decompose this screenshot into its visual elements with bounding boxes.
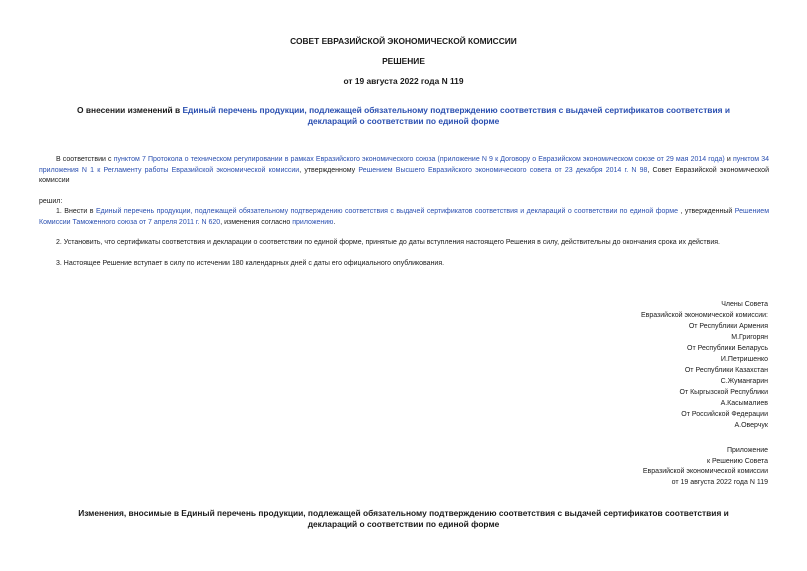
unified-list-link[interactable]: Единый перечень продукции, подлежащей обязательному подтверждению соответствия с выдачей сертификатов соответствия и деклараций о соответствии по единой форме xyxy=(95,208,678,215)
appendix-ref-line: от 19 августа 2022 года N 119 xyxy=(671,478,768,486)
signature-line: От Кыргызской Республики xyxy=(679,389,768,396)
signature-line: От Республики Беларусь xyxy=(687,345,768,352)
appendix-link[interactable]: приложению xyxy=(292,218,334,226)
signature-line: М.Григорян xyxy=(731,334,768,341)
item-1 xyxy=(39,207,769,228)
doc-title xyxy=(0,105,807,127)
signature-line: От Республики Казахстан xyxy=(684,367,768,374)
appendix-title-line1: Изменения, вносимые в Единый перечень продукции, подлежащей обязательному подтверждению соответствия с выдачей сертификатов соответствия и xyxy=(78,508,729,518)
signature-line: От Российской Федерации xyxy=(681,411,768,418)
signature-line: Евразийской экономической комиссии: xyxy=(640,312,768,319)
customs-union-decision-link[interactable]: Решением Комиссии Таможенного союза от 7 апреля 2011 г. N 620 xyxy=(39,208,770,226)
item-1-text-2: , утвержденный xyxy=(677,208,735,215)
protocol-link[interactable]: пунктом 7 Протокола о техническом регулировании в рамках Евразийского экономического союза (приложение N 9 к Договору о Евразийском экономическом союзе от 29 мая 2014 года) xyxy=(113,156,725,163)
appendix-ref-line: Евразийской экономической комиссии xyxy=(642,468,768,475)
council-heading: СОВЕТ ЕВРАЗИЙСКОЙ ЭКОНОМИЧЕСКОЙ КОМИССИИ xyxy=(290,36,517,46)
signature-line: Члены Совета xyxy=(721,301,768,308)
title-link[interactable]: Единый перечень продукции, подлежащей обязательному подтверждению соответствия с выдачей сертификатов соответствия и xyxy=(182,105,730,115)
supreme-council-decision-link[interactable]: Решением Высшего Евразийского экономического совета от 23 декабря 2014 г. N 98 xyxy=(358,166,648,174)
signature-line: От Республики Армения xyxy=(688,323,768,330)
item-1-text-4: . xyxy=(333,218,336,226)
signature-line: А.Оверчук xyxy=(734,422,768,429)
signature-block xyxy=(641,299,768,431)
decided-label: решил: xyxy=(39,198,63,205)
signature-line: С.Жумангарин xyxy=(720,378,768,385)
title-prefix: О внесении изменений в xyxy=(77,105,183,115)
appendix-title-line2: деклараций о соответствии по единой форме xyxy=(307,519,500,529)
appendix-reference xyxy=(643,446,768,488)
preamble-text-2: и xyxy=(724,156,733,163)
preamble-text-4: , Совет Евразийской экономической комиссии xyxy=(39,166,769,184)
doc-type-heading: РЕШЕНИЕ xyxy=(382,56,425,66)
item-3: 3. Настоящее Решение вступает в силу по истечении 180 календарных дней с даты его официального опубликования. xyxy=(56,260,445,267)
doc-date-number: от 19 августа 2022 года N 119 xyxy=(343,76,464,86)
title-link-line2[interactable]: деклараций о соответствии по единой форме xyxy=(307,116,500,126)
regulation-link[interactable]: пунктом 34 приложения N 1 к Регламенту работы Евразийской экономической комиссии xyxy=(39,156,769,174)
appendix-ref-line: Приложение xyxy=(726,447,768,454)
item-1-text-1: 1. Внести в xyxy=(56,208,96,215)
preamble-text-1: В соответствии с xyxy=(56,156,114,163)
item-1-text-3: , изменения согласно xyxy=(220,218,293,226)
appendix-ref-line: к Решению Совета xyxy=(706,457,768,465)
item-2: 2. Установить, что сертификаты соответствия и декларации о соответствии по единой форме, принятые до даты вступления настоящего Решения в силу, действительны до окончания срока их действия. xyxy=(56,239,720,246)
preamble-text-3: , утвержденному xyxy=(299,166,359,174)
preamble-paragraph xyxy=(39,155,769,187)
signature-line: А.Касымалиев xyxy=(720,400,768,407)
signature-line: И.Петришенко xyxy=(720,356,768,363)
appendix-title xyxy=(0,508,807,530)
